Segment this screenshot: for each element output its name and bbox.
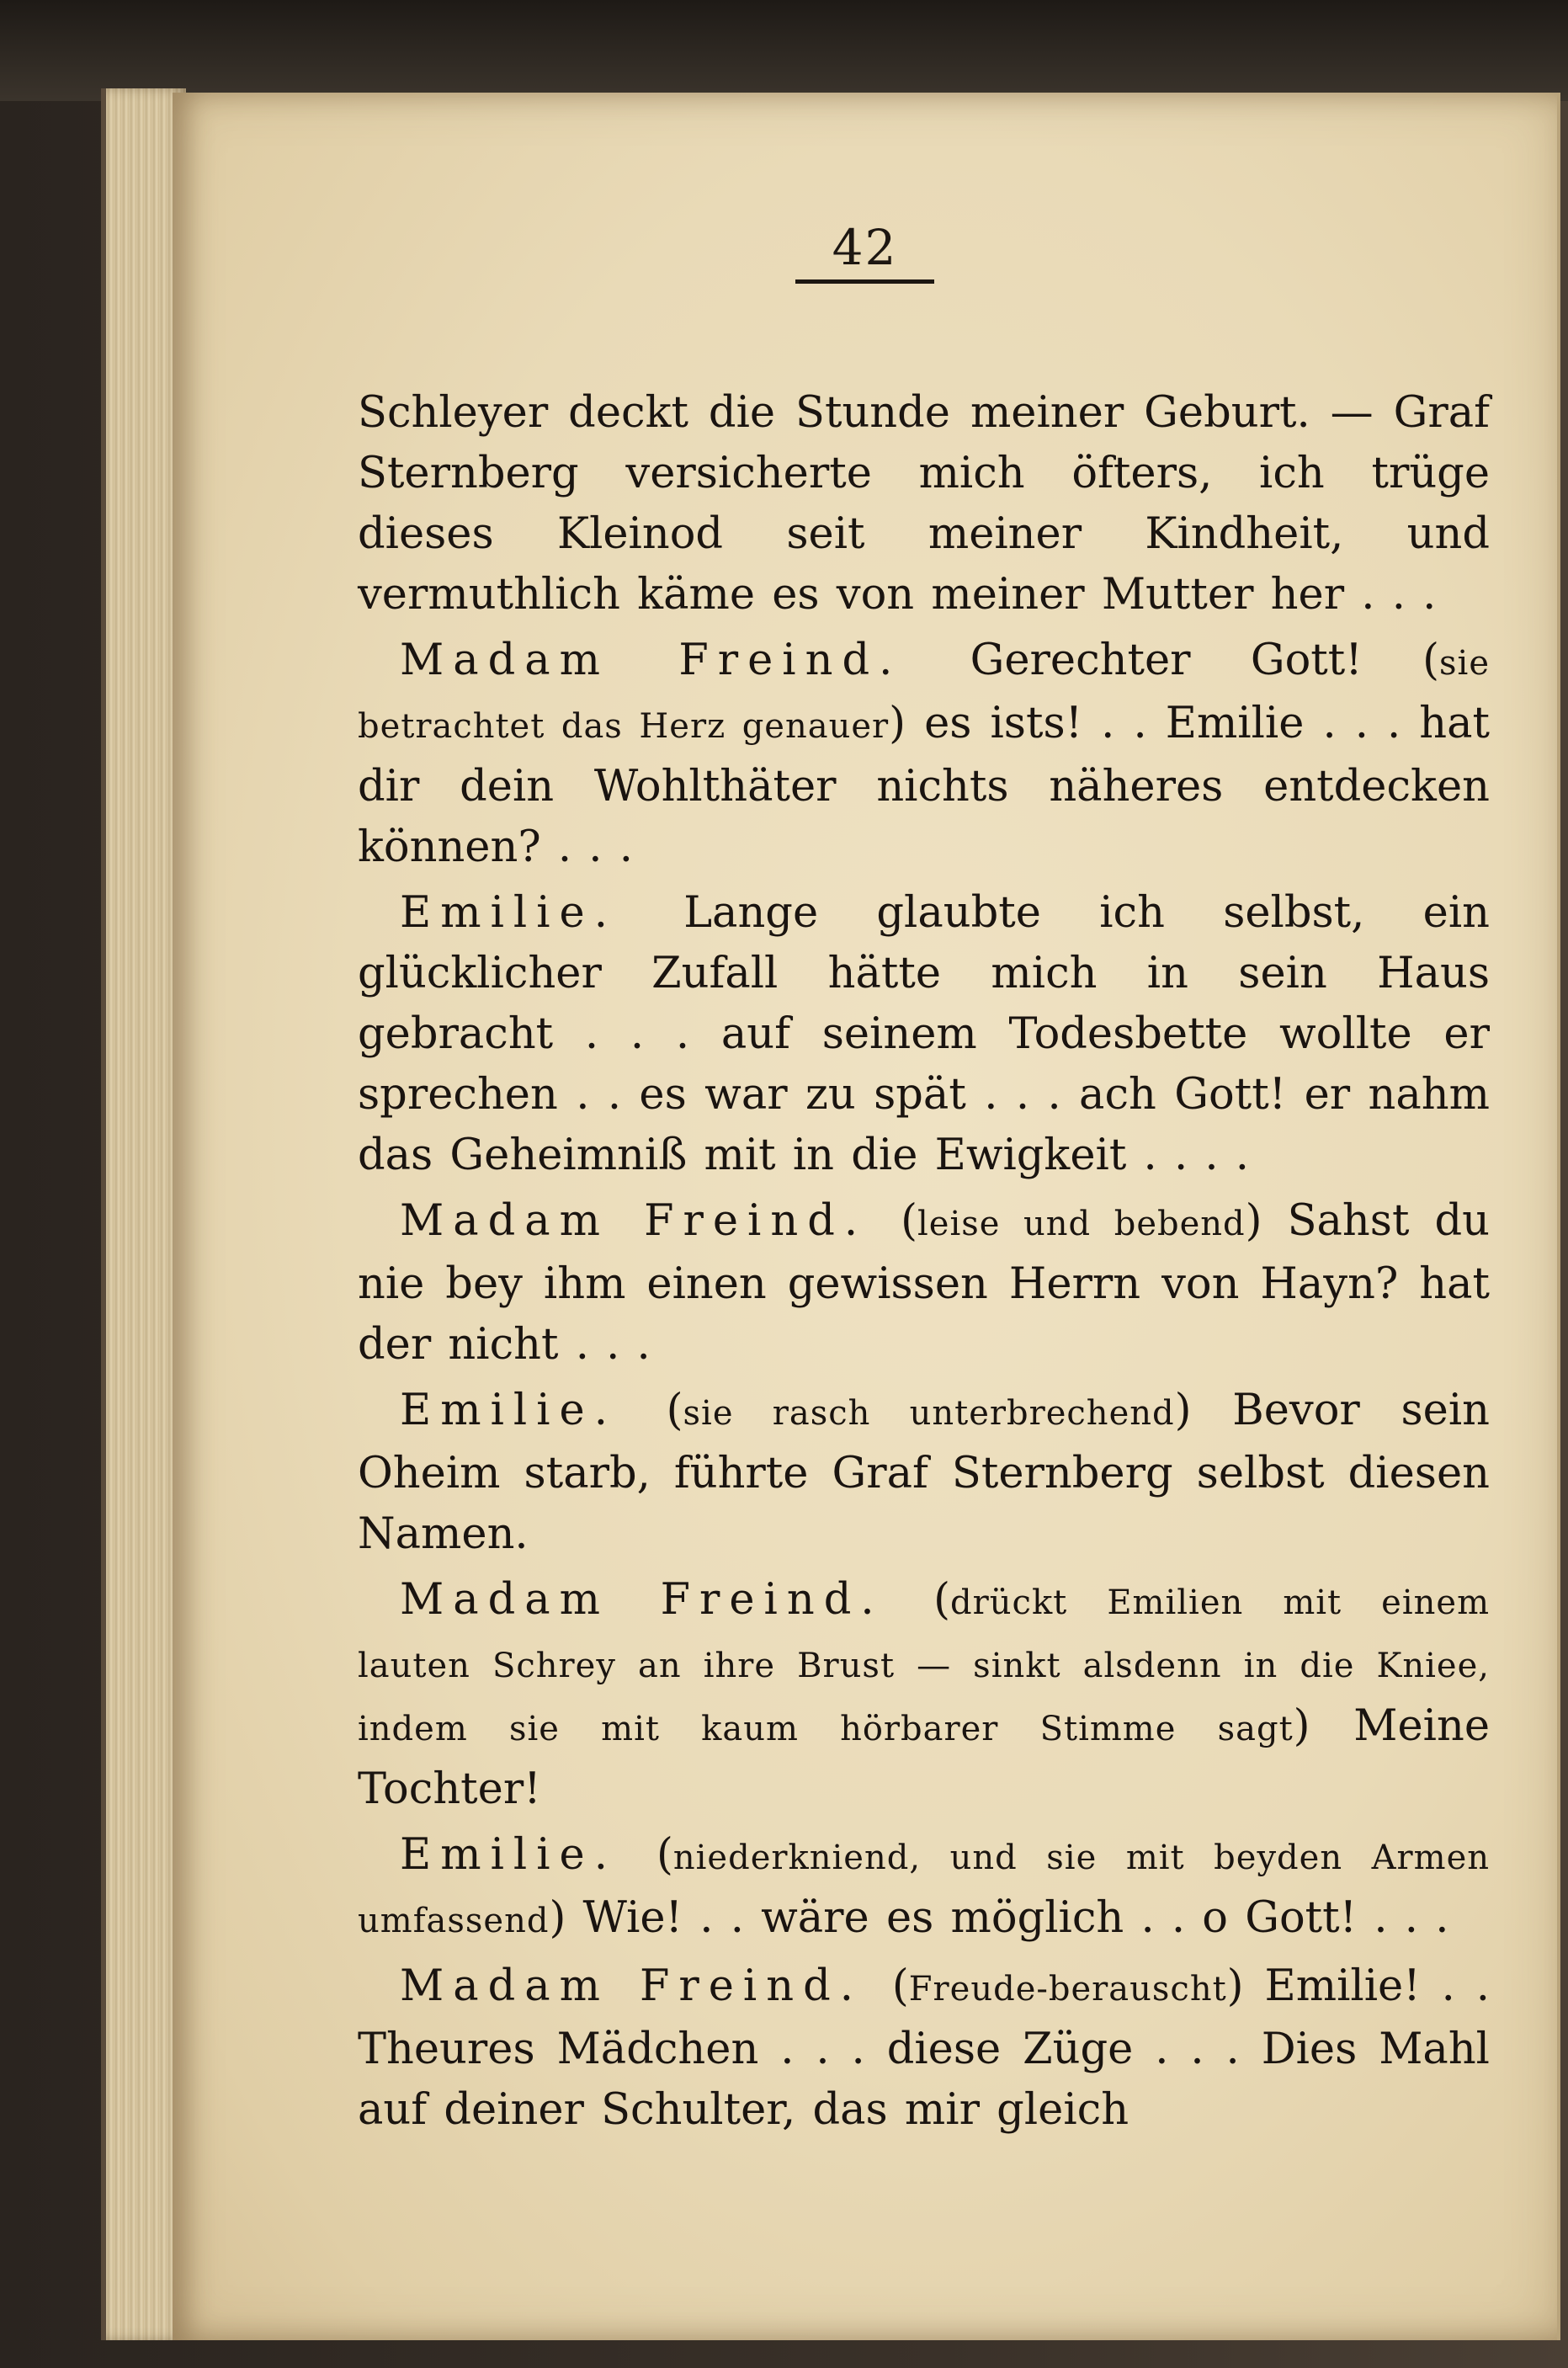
book-page	[173, 93, 1560, 2340]
dialogue-text: Lange glaubte ich selbst, ein glücklicher Zufall hätte mich in sein Haus gebracht . . . auf seinem Todesbette wollte er sprechen . . es war zu spät . . . ach Gott! er nahm das Geheimniß mit in die Ewigkeit . . . .	[358, 888, 1490, 1180]
speaker-name: Madam Freind.	[400, 636, 902, 685]
stage-direction: drückt Emilien mit einem lauten Schrey an ihre Brust — sinkt alsdenn in die Kniee, indem sie mit kaum hörbarer Stimme sagt	[358, 1583, 1491, 1748]
paragraph	[358, 883, 1490, 1186]
speaker-name: Emilie.	[400, 1386, 617, 1435]
paragraph	[358, 1956, 1490, 2141]
stage-direction: niederkniend, und sie mit beyden Armen umfassend	[358, 1839, 1491, 1940]
dialogue-text: ) Emilie! . . Theures Mädchen . . . diese Züge . . . Dies Mahl auf deiner Schulter, das mir gleich	[358, 1961, 1491, 2135]
paragraph	[358, 1570, 1490, 1820]
dialogue-text: (	[625, 1386, 683, 1435]
dialogue-text: Schleyer deckt die Stunde meiner Geburt. — Graf Sternberg versicherte mich öfters, ich trüge dieses Kleinod seit meiner Kindheit, und vermuthlich käme es von meiner Mutter her . . .	[358, 388, 1490, 620]
paragraph	[358, 1381, 1490, 1565]
page-number: 42	[795, 219, 935, 284]
speaker-name: Emilie.	[400, 888, 617, 938]
speaker-name: Madam Freind.	[400, 1196, 868, 1246]
dialogue-text: (	[870, 1961, 909, 2011]
paragraph	[358, 631, 1490, 878]
dialogue-text: ) Bevor sein Oheim starb, führte Graf Sternberg selbst diesen Namen.	[358, 1386, 1490, 1559]
dialogue-text: ) es ists! . . Emilie . . . hat dir dein Wohlthäter nichts näheres entdecken können? . . .	[358, 699, 1490, 872]
paragraph	[358, 1825, 1490, 1951]
speaker-name: Emilie.	[400, 1830, 617, 1880]
stage-direction: Freude-berauscht	[908, 1970, 1227, 2009]
book-cover-edge	[0, 0, 1568, 101]
dialogue-text: ) Meine Tochter!	[358, 1701, 1490, 1814]
speaker-name: Madam Freind.	[400, 1961, 863, 2011]
page-header	[173, 219, 1557, 284]
stage-direction: sie rasch unterbrechend	[683, 1394, 1175, 1433]
dialogue-text: ) Wie! . . wäre es möglich . . o Gott! . . .	[549, 1893, 1449, 1943]
dialogue-text: (	[875, 1196, 918, 1246]
stage-direction: leise und bebend	[917, 1205, 1246, 1243]
paragraph	[358, 1191, 1490, 1376]
dialogue-text: (	[891, 1575, 951, 1625]
stage-direction: sie betrachtet das Herz genauer	[358, 644, 1490, 746]
speaker-name: Madam Freind.	[400, 1575, 884, 1625]
dialogue-text: ) Sahst du nie bey ihm einen gewissen Herrn von Hayn? hat der nicht . . .	[358, 1196, 1490, 1370]
dialogue-text: Gerechter Gott! (	[910, 636, 1439, 685]
dialogue-text: (	[625, 1830, 673, 1880]
paragraph	[358, 383, 1490, 625]
page-text	[358, 383, 1490, 2146]
